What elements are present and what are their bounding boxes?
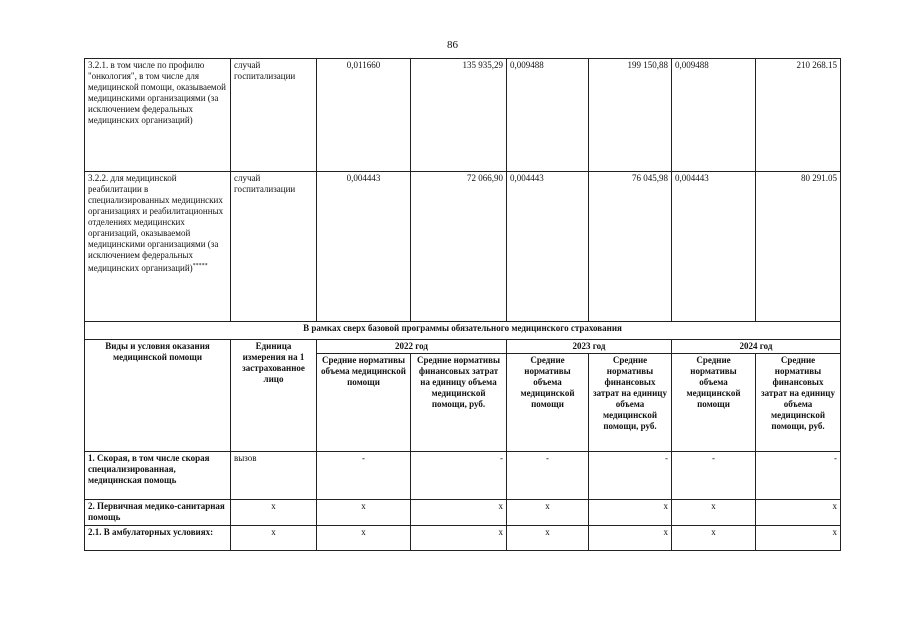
- cost-2024-cell: х: [756, 500, 841, 526]
- row-name-cell: 1. Скорая, в том числе скорая специализированная, медицинская помощь: [85, 452, 231, 500]
- cost-2022-cell: х: [411, 526, 507, 551]
- row-unit-cell: случай госпитализации: [231, 59, 317, 172]
- header-cost-2023: Средние нормативы финансовых затрат на единицу объема медицинской помощи, руб.: [589, 354, 672, 452]
- header-year-2022: 2022 год: [317, 340, 507, 354]
- volume-2024-cell: х: [672, 526, 756, 551]
- norms-table: [84, 58, 841, 551]
- header-volume-2023: Средние нормативы объема медицинской помощи: [507, 354, 589, 452]
- row-name-cell: [85, 172, 231, 322]
- cost-2024-cell: -: [756, 452, 841, 500]
- cost-2022-cell: х: [411, 500, 507, 526]
- header-unit: Единица измерения на 1 застрахованное лицо: [231, 340, 317, 452]
- page-number: 86: [447, 39, 458, 51]
- row-unit-cell: вызов: [231, 452, 317, 500]
- volume-2022-cell: 0,004443: [317, 172, 411, 322]
- volume-2022-cell: х: [317, 526, 411, 551]
- table-row: [85, 500, 841, 526]
- cost-2023-cell: х: [589, 500, 672, 526]
- table-row: [85, 172, 841, 322]
- row-unit-cell: случай госпитализации: [231, 172, 317, 322]
- row-unit-cell: х: [231, 526, 317, 551]
- volume-2024-cell: -: [672, 452, 756, 500]
- cost-2022-cell: 135 935,29: [411, 59, 507, 172]
- row-name-text: 3.2.2. для медицинской реабилитации в специализированных медицинских организациях и реабилитационных отделениях медицинских организаций, оказываемой медицинскими организациями (за исключением федеральных медицинских организаций): [88, 173, 224, 273]
- volume-2023-cell: 0,009488: [507, 59, 589, 172]
- header-cost-2022: Средние нормативы финансовых затрат на единицу объема медицинской помощи, руб.: [411, 354, 507, 452]
- header-year-2023: 2023 год: [507, 340, 672, 354]
- row-unit-cell: х: [231, 500, 317, 526]
- row-name-cell: 3.2.1. в том числе по профилю "онкология", в том числе для медицинской помощи, оказываемой медицинскими организациями (за исключением федеральных медицинских организаций): [85, 59, 231, 172]
- table-row: [85, 59, 841, 172]
- cost-2023-cell: 76 045,98: [589, 172, 672, 322]
- volume-2024-cell: 0,004443: [672, 172, 756, 322]
- footnote-marker: *****: [192, 263, 208, 269]
- section-title: В рамках сверх базовой программы обязательного медицинского страхования: [85, 322, 841, 340]
- cost-2024-cell: 210 268.15: [756, 59, 841, 172]
- volume-2022-cell: х: [317, 500, 411, 526]
- cost-2024-cell: 80 291.05: [756, 172, 841, 322]
- section-title-row: [85, 322, 841, 340]
- header-type: Виды и условия оказания медицинской помощи: [85, 340, 231, 452]
- header-cost-2024: Средние нормативы финансовых затрат на единицу объема медицинской помощи, руб.: [756, 354, 841, 452]
- volume-2024-cell: х: [672, 500, 756, 526]
- cost-2023-cell: 199 150,88: [589, 59, 672, 172]
- header-volume-2024: Средние нормативы объема медицинской помощи: [672, 354, 756, 452]
- header-volume-2022: Средние нормативы объема медицинской помощи: [317, 354, 411, 452]
- header-row: [85, 340, 841, 354]
- table-row: [85, 452, 841, 500]
- cost-2022-cell: -: [411, 452, 507, 500]
- cost-2022-cell: 72 066,90: [411, 172, 507, 322]
- cost-2024-cell: х: [756, 526, 841, 551]
- row-name-cell: 2. Первичная медико-санитарная помощь: [85, 500, 231, 526]
- table-row: [85, 526, 841, 551]
- volume-2022-cell: 0,011660: [317, 59, 411, 172]
- volume-2023-cell: -: [507, 452, 589, 500]
- volume-2024-cell: 0,009488: [672, 59, 756, 172]
- volume-2023-cell: х: [507, 526, 589, 551]
- header-year-2024: 2024 год: [672, 340, 841, 354]
- volume-2022-cell: -: [317, 452, 411, 500]
- volume-2023-cell: 0,004443: [507, 172, 589, 322]
- cost-2023-cell: -: [589, 452, 672, 500]
- cost-2023-cell: х: [589, 526, 672, 551]
- volume-2023-cell: х: [507, 500, 589, 526]
- row-name-cell: 2.1. В амбулаторных условиях:: [85, 526, 231, 551]
